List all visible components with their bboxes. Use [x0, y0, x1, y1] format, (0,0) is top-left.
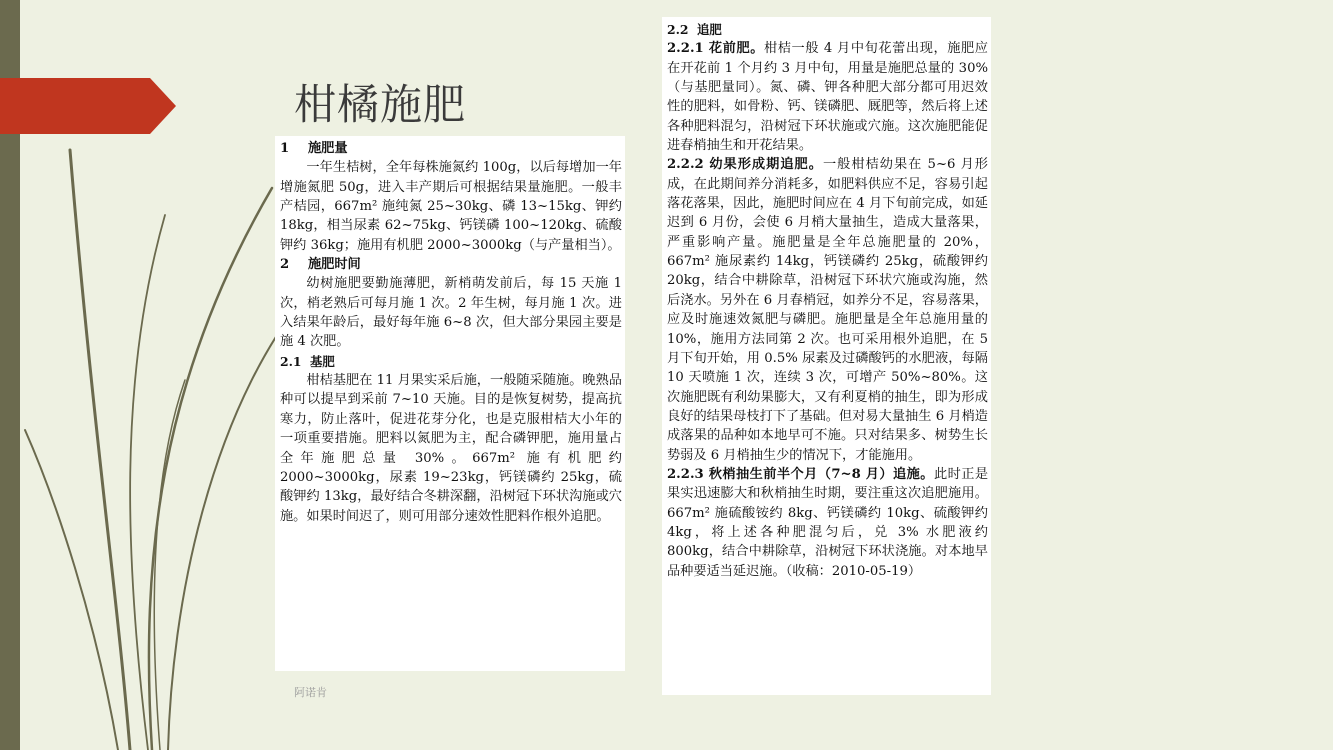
paragraph-fertilizer-amount: 一年生桔树，全年每株施氮约 100g，以后每增加一年增施氮肥 50g，进入丰产期后可根据结果量施肥。一般丰产桔园，667m² 施纯氮 25~30kg、磷 13~15kg、钾约 18kg，相当尿素 62~75kg、钙镁磷 100~120kg、硫酸钾约 36kg；施用有机肥 2000~3000kg（与产量相当）。	[280, 160, 622, 253]
paragraph-base-fertilizer: 柑桔基肥在 11 月果实采后施，一般随采随施。晚熟品种可以提早到采前 7~10 天施。目的是恢复树势，提高抗寒力，防止落叶，促进花芽分化，也是克服柑桔大小年的一项重要措施。肥料以氮肥为主，配合磷钾肥，施用量占全年施肥总量 30%。667m² 施有机肥约 2000~3000kg，尿素 19~23kg，钙镁磷约 25kg，硫酸钾约 13kg，最好结合冬耕深翻，沿树冠下环状沟施或穴施。如果时间迟了，则可用部分速效性肥料作根外追肥。	[280, 373, 622, 524]
paragraph-autumn-shoot-fertilizer: 2.2.3 秋梢抽生前半个月（7~8 月）追施。此时正是果实迅速膨大和秋梢抽生时期，要注重这次追肥施用。667m² 施硫酸铵约 8kg、钙镁磷约 10kg、硫酸钾约 4kg，将上述各种肥混匀后，兑 3% 水肥液约 800kg，结合中耕除草，沿树冠下环状浇施。对本地早品种要适当延迟施。（收稿：2010-05-19）	[667, 466, 989, 579]
section-heading-2: 2 施肥时间	[280, 257, 361, 273]
subsection-heading-2-1: 2.1 基肥	[280, 353, 335, 369]
decor-curve	[149, 188, 272, 750]
scanned-text-left	[275, 136, 625, 671]
footer-text: 阿诺肯	[294, 686, 327, 699]
section-heading-1: 1 施肥量	[280, 141, 348, 156]
decor-curve	[130, 215, 165, 750]
paragraph-fertilizer-time: 幼树施肥要勤施薄肥，新梢萌发前后，每 15 天施 1 次，梢老熟后可每月施 1 次。2 年生树，每月施 1 次。进入结果年龄后，最好每年施 6~8 次，但大部分果园主要是施 4 次肥。	[280, 276, 622, 350]
subsection-heading-2-2: 2.2 追肥	[667, 22, 722, 37]
decor-curve	[25, 430, 118, 750]
title-arrow-banner	[0, 78, 176, 134]
paragraph-pre-flower-fertilizer: 2.2.1 花前肥。柑桔一般 4 月中旬花蕾出现，施肥应在开花前 1 个月约 3 月中旬，用量是施肥总量的 30%（与基肥量同）。氮、磷、钾各种肥大部分都可用迟效性的肥料，如骨粉、钙、镁磷肥、厩肥等，然后将上述各种肥料混匀，沿树冠下环状施或穴施。这次施肥能促进春梢抽生和开花结果。	[667, 41, 988, 154]
paragraph-young-fruit-fertilizer: 2.2.2 幼果形成期追肥。一般柑桔幼果在 5~6 月形成，在此期间养分消耗多，如肥料供应不足，容易引起落花落果，因此，施肥时间应在 4 月下旬前完成，如延迟到 6 月份，会使 6 月梢大量抽生，造成大量落果，严重影响产量。施肥量是全年总施肥量的 20%，667m² 施尿素约 14kg，钙镁磷约 25kg，硫酸钾约 20kg，结合中耕除草，沿树冠下环状穴施或沟施，然后浇水。另外在 6 月春梢冠，如养分不足，容易落果，应及时施速效氮肥与磷肥。施肥量是全年总施用量的 10%，施用方法同第 2 次。也可采用根外追肥，在 5 月下旬开始，用 0.5% 尿素及过磷酸钙的水肥液，每隔 10 天喷施 1 次，连续 3 次，可增产 50%~80%。这次施肥既有利幼果膨大，又有利夏梢的抽生，即为形成良好的结果母枝打下了基础。但对易大量抽生 6 月梢造成落果的品种如本地早可不施。只对结果多、树势生长势弱及 6 月梢抽生少的情况下，才能施用。	[667, 157, 988, 463]
scanned-text-right	[662, 17, 991, 695]
page-title: 柑橘施肥	[294, 80, 467, 129]
decor-curve	[154, 380, 185, 750]
